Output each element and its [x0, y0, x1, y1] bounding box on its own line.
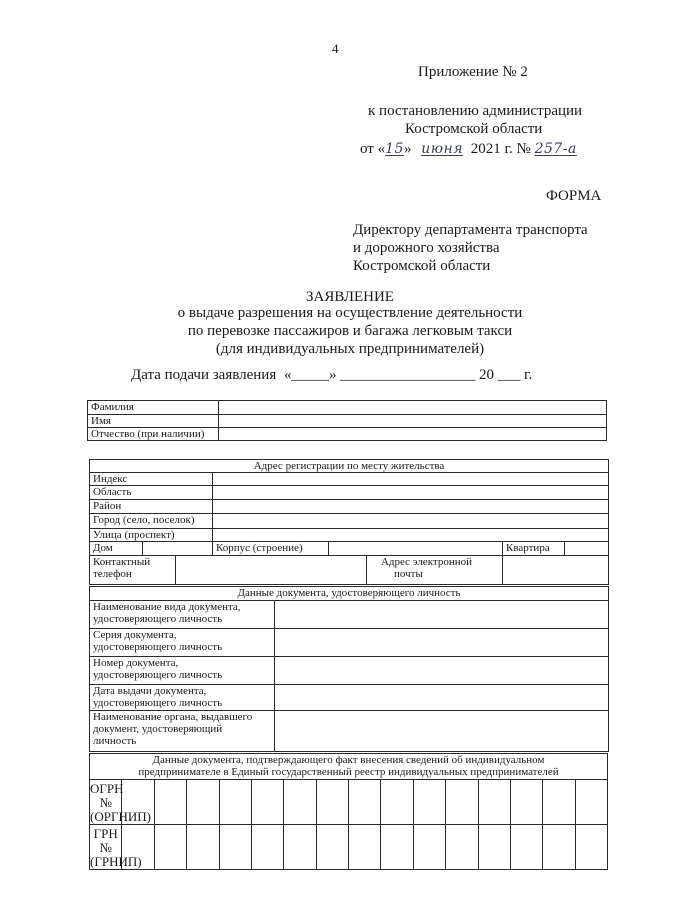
grn-digit-cell[interactable] — [219, 825, 251, 870]
doc-issue-date-label-line2: удостоверяющего личность — [93, 697, 223, 709]
district-label: Район — [90, 500, 213, 514]
region-label: Область — [90, 486, 213, 500]
ogrn-digit-cell[interactable] — [446, 780, 478, 825]
egrip-header-line2: предпринимателе в Единый государственный реестр индивидуальных предпринимателей — [138, 766, 559, 778]
email-label-line2: почты — [394, 568, 423, 580]
ogrn-label — [90, 780, 151, 825]
ogrn-digit-cell[interactable] — [510, 780, 542, 825]
building-field[interactable] — [329, 542, 503, 556]
handwritten-doc-number: 257-а — [534, 141, 577, 157]
appendix-date-line — [360, 141, 577, 158]
apartment-label: Квартира — [503, 542, 565, 556]
address-table — [89, 459, 609, 585]
surname-label: Фамилия — [88, 401, 219, 415]
phone-label — [90, 556, 176, 585]
doc-authority-label — [90, 711, 275, 752]
ogrn-digit-cell[interactable] — [316, 780, 348, 825]
addressee-line1: Директору департамента транспорта — [353, 222, 588, 238]
doc-type-label-line2: удостоверяющего личность — [93, 613, 223, 625]
grn-digit-cell[interactable] — [413, 825, 445, 870]
grn-digit-cell[interactable] — [316, 825, 348, 870]
egrip-header-line1: Данные документа, подтверждающего факт внесения сведений об индивидуальном — [152, 754, 545, 766]
statement-subtitle-line2: по перевозке пассажиров и багажа легковым такси — [187, 323, 513, 339]
street-label: Улица (проспект) — [90, 529, 213, 542]
district-field[interactable] — [213, 500, 609, 514]
name-label: Имя — [88, 415, 219, 428]
statement-subtitle-line1: о выдаче разрешения на осуществление деятельности — [177, 305, 523, 321]
grn-digit-cell[interactable] — [446, 825, 478, 870]
personal-data-table — [87, 400, 607, 441]
egrip-table — [89, 753, 608, 870]
grn-digit-cell[interactable] — [251, 825, 283, 870]
index-field[interactable] — [213, 473, 609, 486]
submission-date-field[interactable]: «_____» __________________ 20 ___ г. — [284, 367, 533, 383]
date-prefix: от « — [360, 141, 386, 157]
email-label — [367, 556, 503, 585]
grn-digit-cell[interactable] — [284, 825, 316, 870]
ogrn-label-line2: (ОРГНИП) — [90, 809, 151, 824]
doc-number-label — [90, 657, 275, 685]
doc-series-field[interactable] — [275, 629, 609, 657]
patronymic-label: Отчество (при наличии) — [88, 428, 219, 441]
house-field[interactable] — [143, 542, 213, 556]
id-document-table — [89, 586, 609, 752]
doc-issue-date-label — [90, 685, 275, 711]
ogrn-digit-cell[interactable] — [413, 780, 445, 825]
egrip-header — [90, 754, 608, 780]
city-label: Город (село, поселок) — [90, 514, 213, 529]
doc-authority-label-line1: Наименование органа, выдавшего — [93, 711, 253, 723]
ogrn-digit-cell[interactable] — [349, 780, 381, 825]
grn-digit-cell[interactable] — [381, 825, 413, 870]
grn-label — [90, 825, 142, 870]
grn-digit-cell[interactable] — [575, 825, 607, 870]
phone-label-line2: телефон — [93, 568, 132, 580]
doc-type-label — [90, 601, 275, 629]
ogrn-digit-cell[interactable] — [575, 780, 607, 825]
doc-issue-date-field[interactable] — [275, 685, 609, 711]
statement-subtitle-line3: (для индивидуальных предпринимателей) — [215, 341, 485, 357]
ogrn-digit-cell[interactable] — [478, 780, 510, 825]
doc-number-field[interactable] — [275, 657, 609, 685]
grn-digit-cell[interactable] — [187, 825, 219, 870]
house-label: Дом — [90, 542, 143, 556]
addressee-line3: Костромской области — [353, 258, 491, 274]
doc-authority-field[interactable] — [275, 711, 609, 752]
grn-digit-cell[interactable] — [478, 825, 510, 870]
appendix-resolution-line2: Костромской области — [405, 121, 543, 137]
ogrn-digit-cell[interactable] — [219, 780, 251, 825]
ogrn-digit-cell[interactable] — [251, 780, 283, 825]
doc-authority-label-line3: личность — [93, 735, 137, 747]
id-document-header: Данные документа, удостоверяющего личность — [90, 587, 609, 601]
grn-digit-cell[interactable] — [543, 825, 575, 870]
email-label-line1: Адрес электронной — [380, 556, 472, 568]
grn-label-line2: (ГРНИП) — [90, 854, 142, 869]
doc-series-label — [90, 629, 275, 657]
doc-authority-label-line2: документ, удостоверяющий — [93, 723, 223, 735]
index-label: Индекс — [90, 473, 213, 486]
street-field[interactable] — [213, 529, 609, 542]
apartment-field[interactable] — [565, 542, 609, 556]
date-year: 2021 г. № — [470, 141, 531, 157]
handwritten-day: 15 — [385, 141, 404, 157]
name-field[interactable] — [219, 415, 607, 428]
ogrn-digit-cell[interactable] — [381, 780, 413, 825]
doc-issue-date-label-line1: Дата выдачи документа, — [93, 685, 207, 697]
submission-date-label: Дата подачи заявления — [131, 367, 277, 383]
doc-type-label-line1: Наименование вида документа, — [93, 601, 241, 613]
page-number: 4 — [332, 41, 339, 56]
form-label: ФОРМА — [546, 188, 602, 204]
email-field[interactable] — [503, 556, 609, 585]
grn-digit-cell[interactable] — [154, 825, 186, 870]
doc-number-label-line2: удостоверяющего личность — [93, 669, 223, 681]
ogrn-digit-cell[interactable] — [187, 780, 219, 825]
grn-label-line1: ГРН № — [93, 826, 118, 855]
grn-digit-cell[interactable] — [510, 825, 542, 870]
doc-number-label-line1: Номер документа, — [93, 657, 179, 669]
statement-title: ЗАЯВЛЕНИЕ — [306, 289, 394, 305]
building-label: Корпус (строение) — [213, 542, 329, 556]
grn-digit-cell[interactable] — [349, 825, 381, 870]
ogrn-digit-cell[interactable] — [284, 780, 316, 825]
address-header: Адрес регистрации по месту жительства — [90, 460, 609, 473]
appendix-title: Приложение № 2 — [418, 64, 528, 80]
doc-series-label-line2: удостоверяющего личность — [93, 641, 223, 653]
handwritten-month: июня — [421, 141, 464, 157]
patronymic-field[interactable] — [219, 428, 607, 441]
date-mid: » — [403, 141, 412, 157]
surname-field[interactable] — [219, 401, 607, 415]
appendix-resolution-line1: к постановлению администрации — [368, 103, 583, 119]
doc-type-field[interactable] — [275, 601, 609, 629]
doc-series-label-line1: Серия документа, — [93, 629, 177, 641]
region-field[interactable] — [213, 486, 609, 500]
ogrn-label-line1: ОГРН № — [90, 781, 124, 810]
ogrn-digit-cell[interactable] — [543, 780, 575, 825]
phone-field[interactable] — [176, 556, 367, 585]
ogrn-digit-cell[interactable] — [154, 780, 186, 825]
addressee-line2: и дорожного хозяйства — [353, 240, 500, 256]
city-field[interactable] — [213, 514, 609, 529]
phone-label-line1: Контактный — [93, 556, 151, 568]
